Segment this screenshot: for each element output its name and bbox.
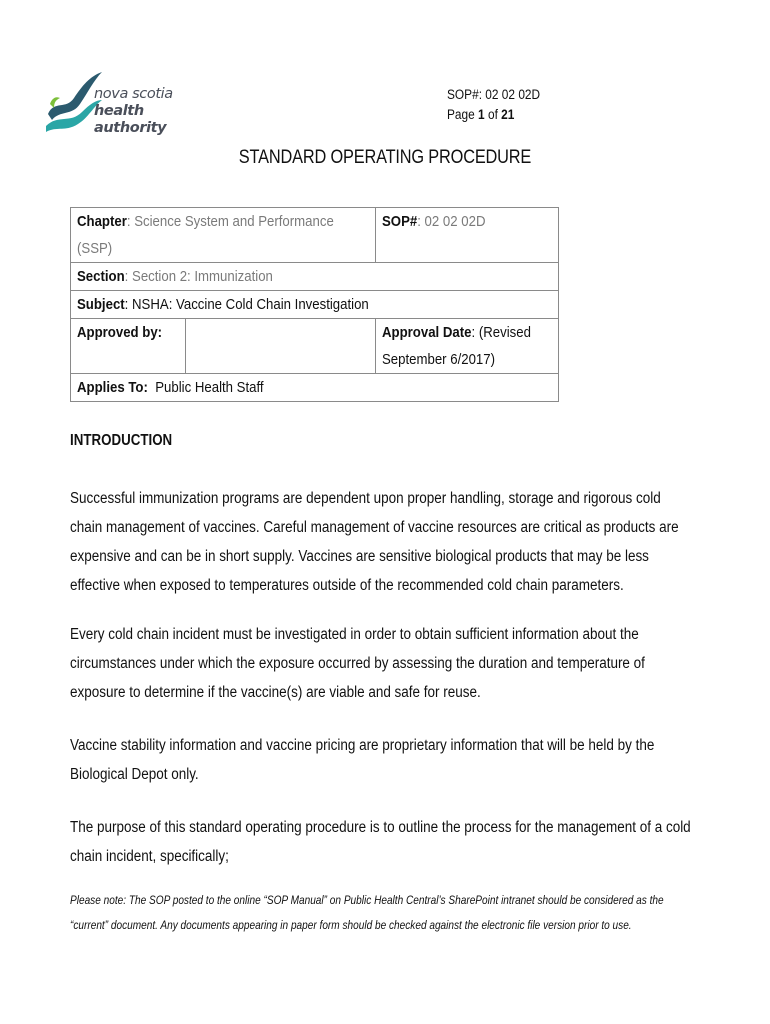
intro-paragraph-2: Every cold chain incident must be investigated in order to obtain sufficient information about the circumstances under which the exposure occurred by assessing the duration and temperature of exposure to determine if the vaccine(s) are viable and safe for reuse.: [70, 626, 645, 701]
approved-by-label: Approved by:: [77, 324, 163, 341]
footer-note: Please note: The SOP posted to the online “SOP Manual” on Public Health Central’s SharePoint intranet should be considered as the “current” document. Any documents appearing in paper form should be checked against the electronic file version prior to use.: [70, 893, 664, 932]
table-row-subject: [71, 291, 559, 319]
introduction-heading: INTRODUCTION: [70, 432, 173, 449]
approval-date-value-line2: September 6/2017): [381, 351, 495, 368]
applies-cell: [71, 374, 559, 402]
approval-date-value: : (Revised: [471, 324, 531, 341]
intro-paragraph-1: Successful immunization programs are dependent upon proper handling, storage and rigorous cold chain management of vaccines. Careful management of vaccine resources are critical as products are expensive and can be in short supply. Vaccines are sensitive biological products that may be less effective when exposed to temperatures outside of the recommended cold chain parameters.: [70, 490, 679, 594]
logo-line-1: nova scotia: [94, 86, 173, 102]
subject-value: : NSHA: Vaccine Cold Chain Investigation: [124, 296, 369, 313]
approved-by-value-cell: [185, 319, 375, 374]
intro-paragraph-3: Vaccine stability information and vaccine pricing are proprietary information that will be held by the Biological Depot only.: [70, 737, 655, 783]
table-row-approval: [71, 319, 559, 374]
sop-value: : 02 02 02D: [417, 213, 486, 230]
sop-label: SOP#: [381, 213, 418, 230]
nsha-logo: [44, 70, 184, 136]
chapter-value-line2: (SSP): [77, 240, 113, 257]
chapter-value: : Science System and Performance: [126, 213, 334, 230]
header-sop-number: SOP#: 02 02 02D: [447, 87, 541, 102]
logo-line-2: health authority: [94, 103, 167, 136]
subject-label: Subject: [77, 296, 125, 313]
table-row-applies: [71, 374, 559, 402]
section-cell: [71, 263, 559, 291]
approval-date-label: Approval Date: [381, 324, 472, 341]
approval-date-cell: [375, 319, 558, 374]
header-page-number: Page 1 of 21: [447, 107, 515, 122]
logo-wordmark: [94, 86, 184, 137]
applies-value: Public Health Staff: [147, 379, 264, 396]
section-label: Section: [77, 268, 125, 285]
chapter-label: Chapter: [77, 213, 127, 230]
table-row-section: [71, 263, 559, 291]
intro-paragraph-4: The purpose of this standard operating procedure is to outline the process for the management of a cold chain incident, specifically;: [70, 819, 691, 865]
table-row-chapter: [71, 208, 559, 263]
sop-info-table: [70, 207, 559, 402]
chapter-cell: [71, 208, 376, 263]
page-title: STANDARD OPERATING PROCEDURE: [238, 147, 532, 168]
applies-label: Applies To:: [77, 379, 148, 396]
header-sop-info: [447, 85, 540, 125]
section-value: : Section 2: Immunization: [124, 268, 273, 285]
sop-cell: [375, 208, 558, 263]
approved-by-label-cell: [71, 319, 186, 374]
subject-cell: [71, 291, 559, 319]
